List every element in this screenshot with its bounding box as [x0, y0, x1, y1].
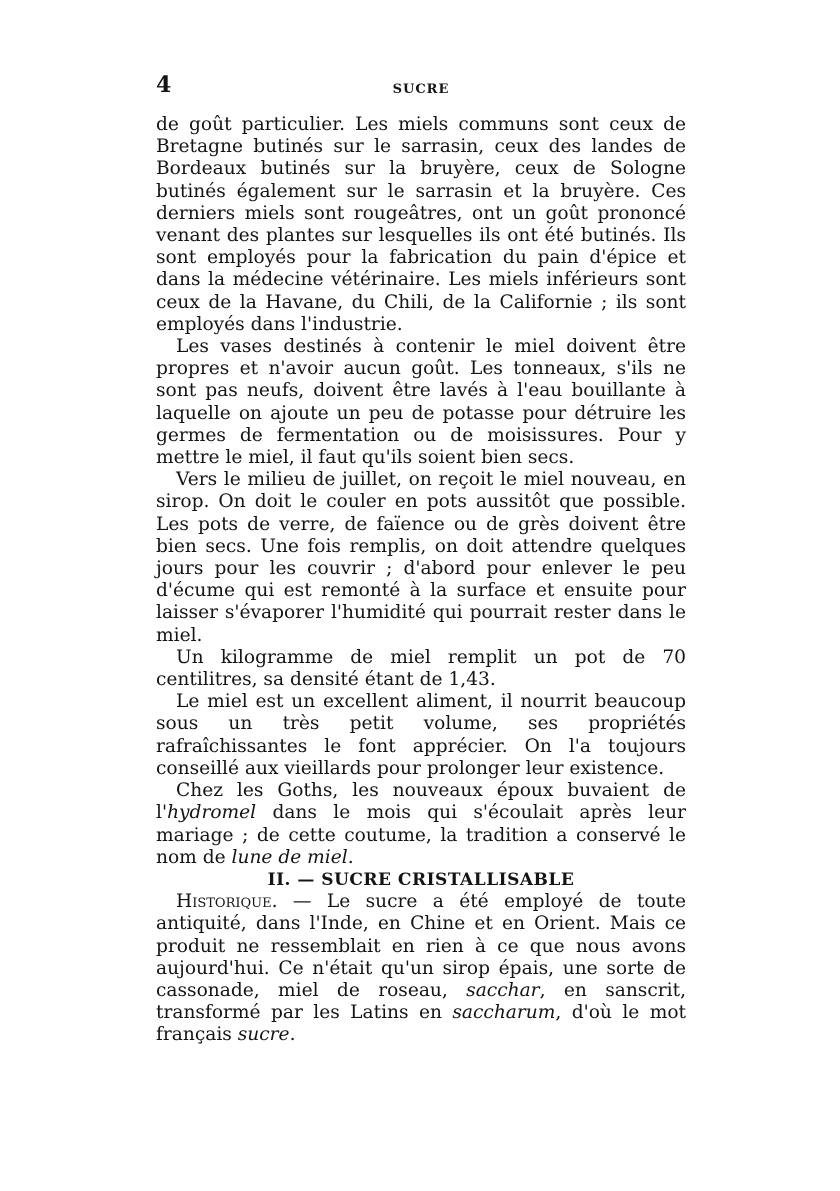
term-saccharum: saccharum	[452, 1002, 556, 1024]
term-hydromel: hydromel	[167, 802, 257, 824]
paragraph-1: de goût particulier. Les miels communs sont ceux de Bretagne butinés sur le sarrasin, ceux des landes de Bordeaux butinés sur la bruyère, ceux de Sologne butinés également sur le sarrasin et la bruyère. Ces derniers miels sont rougeâtres, ont un goût prononcé venant des plantes sur lesquelles ils ont été butinés. Ils sont employés pour la fabrication du pain d'épice et dans la médecine vétérinaire. Les miels inférieurs sont ceux de la Havane, du Chili, de la Californie ; ils sont employés dans l'industrie.	[156, 114, 686, 335]
term-lune-de-miel: lune de miel	[231, 846, 348, 868]
term-sucre: sucre	[237, 1024, 290, 1046]
historique-text-4: .	[289, 1024, 296, 1046]
historique-paragraph	[156, 891, 686, 1046]
historique-dash: —	[277, 891, 327, 913]
body-text	[156, 114, 686, 1047]
historique-text-2: , en sanscrit, transformé par les Latins en	[156, 979, 686, 1024]
term-sacchar: sacchar	[466, 979, 540, 1001]
paragraph-4: Un kilogramme de miel remplit un pot de 70 centilitres, sa densité étant de 1,43.	[156, 646, 686, 691]
page-header	[156, 72, 686, 102]
running-title: SUCRE	[392, 82, 450, 97]
paragraph-6-text-c: dans le mois qui s'écoulait après leur mariage ; de cette coutume, la tradition a conservé le nom de	[156, 802, 686, 868]
paragraph-5: Le miel est un excellent aliment, il nourrit beaucoup sous un très petit volume, ses propriétés rafraîchissantes le font apprécier. On l'a toujours conseillé aux vieillards pour prolonger leur existence.	[156, 691, 686, 779]
paragraph-2: Les vases destinés à contenir le miel doivent être propres et n'avoir aucun goût. Les tonneaux, s'ils ne sont pas neufs, doivent être lavés à l'eau bouillante à laquelle on ajoute un peu de potasse pour détruire les germes de fermentation ou de moisissures. Pour y mettre le miel, il faut qu'ils soient bien secs.	[156, 336, 686, 469]
page-number: 4	[156, 72, 172, 98]
historique-text-3: , d'où le mot français	[156, 1002, 686, 1046]
paragraph-3: Vers le milieu de juillet, on reçoit le miel nouveau, en sirop. On doit le couler en pots aussitôt que possible. Les pots de verre, de faïence ou de grès doivent être bien secs. Une fois remplis, on doit attendre quelques jours pour les couvrir ; d'abord pour enlever le peu d'écume qui est remonté à la surface et ensuite pour laisser s'évaporer l'humidité qui pourrait rester dans le miel.	[156, 469, 686, 646]
section-title: II. — SUCRE CRISTALLISABLE	[267, 869, 575, 890]
historique-label: Historique.	[176, 891, 278, 913]
paragraph-6-text-a: Chez les Goths, les nouveaux époux buvaient de l'	[156, 780, 686, 824]
paragraph-6	[156, 780, 686, 869]
historique-text-1: Le sucre a été employé de toute antiquité, dans l'Inde, en Chine et en Orient. Mais ce produit ne ressemblait en rien à ce que nous avons aujourd'hui. Ce n'était qu'un sirop épais, une sorte de cassonade, miel de roseau,	[156, 891, 686, 1001]
paragraph-6-text-e: .	[347, 846, 354, 868]
